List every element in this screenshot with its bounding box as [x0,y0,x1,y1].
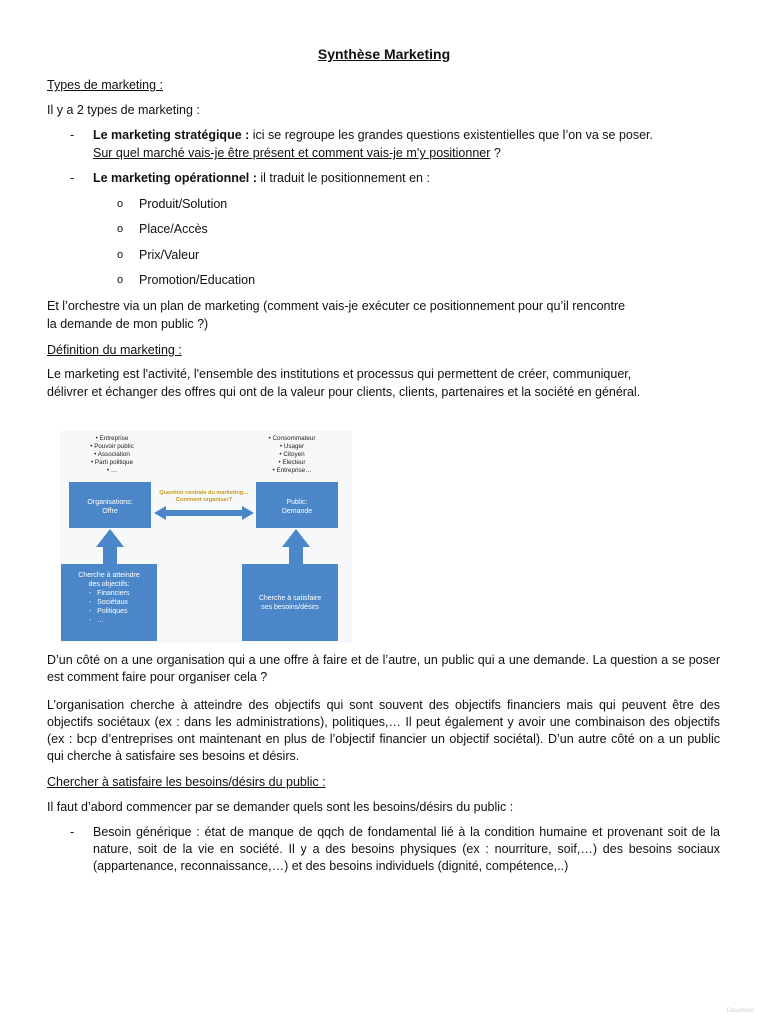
operational-item: Place/Accès [139,222,208,236]
objectives-box-title: Cherche à atteindre [78,572,140,579]
strategic-label: Le marketing stratégique : [93,128,250,142]
marketing-diagram [60,431,352,643]
public-list-item: • Usager [279,443,305,451]
section-heading-definition: Définition du marketing : [47,343,182,357]
generic-need-paragraph: Besoin générique : état de manque de qqch de fondamental lié à la condition humaine et provenant soit de la nature, soit de la vie en société. Il y a des besoins physiques (ex : nourriture, soif,…) des besoins sociaux (appartenance, reconnaissance,…) et des besoins individuels (dignité, compétence,..) [93,825,720,873]
objective-item: - Sociétaux [89,599,128,606]
public-list-item: • Entreprise… [272,467,312,475]
organisation-list-item: • Association [94,451,130,459]
strategic-question: Sur quel marché vais-je être présent et comment vais-je m’y positionner [93,146,491,160]
objective-item: - Politiques [89,608,128,615]
operational-line [93,170,430,187]
needs-box-line: ses besoins/désirs [261,604,319,611]
operational-item: Produit/Solution [139,197,228,211]
strategic-line [93,127,653,144]
operational-label: Le marketing opérationnel : [93,171,257,185]
footer-watermark: Document [726,1008,754,1014]
question-mark: ? [490,146,501,160]
orchestra-line-1: Et l’orchestre via un plan de marketing (comment vais-je exécuter ce positionnement pour qu’il rencontre [47,299,626,313]
dash-bullet: - [70,171,75,185]
organisation-list-item: • Parti politique [90,459,134,467]
organisation-list-item: • Entreprise [95,435,129,442]
types-intro: Il y a 2 types de marketing : [47,103,200,117]
organisations-box-line: Organisations: [87,499,133,506]
objectives-box [61,564,157,641]
needs-intro: Il faut d’abord commencer par se demander quels sont les besoins/désirs du public : [47,800,514,814]
public-list-item: • Electeur [278,459,306,467]
organisation-list-item: • … [106,467,118,475]
central-question-line: Comment organiser? [175,497,233,503]
organisation-list-item: • Pouvoir public [90,443,134,451]
orchestra-line-2: la demande de mon public ?) [47,317,209,331]
circle-bullet: o [117,249,124,261]
section-heading-needs: Chercher à satisfaire les besoins/désirs du public : [47,775,326,789]
operational-text: il traduit le positionnement en : [256,171,430,185]
strategic-question-line [93,145,501,162]
public-box-line: Public: [286,499,308,506]
up-arrow-icon [282,529,310,564]
operational-item: Promotion/Education [139,273,256,287]
definition-line-2: délivrer et échanger des offres qui ont de la valeur pour clients, clients, partenaires et la société en général. [47,385,641,399]
paragraph-objectives: L’organisation cherche à atteindre des objectifs qui sont souvent des objectifs financiers mais qui peuvent être des objectifs sociétaux (ex : dans les administrations), politiques,… Il peut également y avoir une combinaison des objectifs (ex : bcp d’entreprises ont maintenant en plus de l’objectif financier un objectif sociétal). D’un autre côté on a un public qui cherche à satisfaire ses besoins et désirs. [47,698,720,763]
objective-item: - Financiers [89,590,130,597]
organisations-box-line: Offre [102,508,118,515]
needs-box [242,564,338,641]
paragraph-organisation-public: D’un côté on a une organisation qui a une offre à faire et de l’autre, un public qui a une demande. La question a se poser est comment faire pour organiser cela ? [47,653,720,684]
page-title: Synthèse Marketing [317,46,451,62]
section-heading-types: Types de marketing : [47,78,164,92]
strategic-text: ici se regroupe les grandes questions existentielles que l’on va se poser. [249,128,654,142]
up-arrow-icon [96,529,124,564]
double-arrow-icon [154,506,254,520]
definition-line-1: Le marketing est l'activité, l'ensemble des institutions et processus qui permettent de créer, communiquer, [47,367,632,381]
dash-bullet: - [70,825,75,839]
circle-bullet: o [117,198,124,210]
central-question-line: Question centrale du marketing… [159,490,249,496]
objectives-box-title: des objectifs: [88,581,130,588]
dash-bullet: - [70,128,75,142]
needs-box-line: Cherche à satisfaire [258,595,322,602]
objective-item: - … [89,617,105,624]
public-list-item: • Consommateur [268,435,316,442]
operational-item: Prix/Valeur [139,248,200,262]
public-list-item: • Citoyen [279,451,305,459]
circle-bullet: o [117,274,124,286]
circle-bullet: o [117,223,124,235]
public-box-line: Demande [281,508,313,515]
